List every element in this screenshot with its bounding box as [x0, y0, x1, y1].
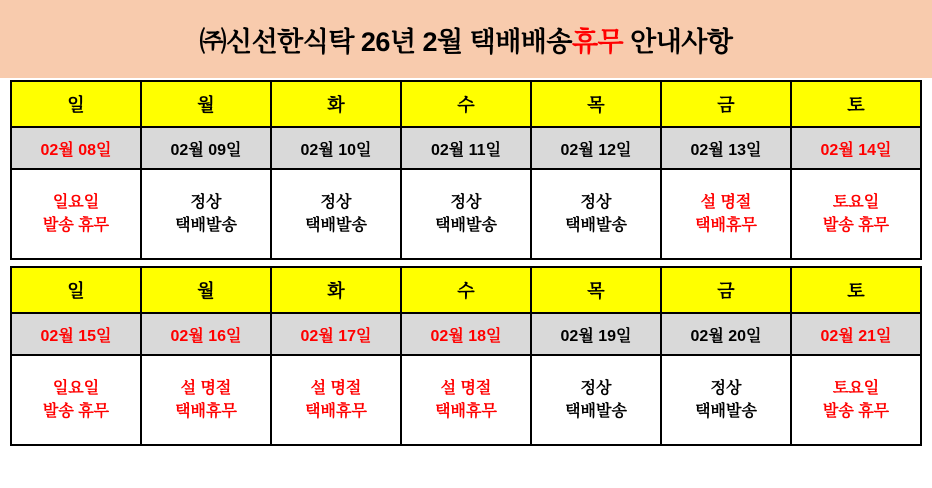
weekday-header-row	[11, 267, 921, 313]
status-line-2: 택배발송	[435, 217, 497, 234]
status-cell	[11, 355, 141, 445]
weekday-header-cell: 금	[661, 81, 791, 127]
status-cell	[401, 169, 531, 259]
date-cell: 02월 15일	[11, 313, 141, 355]
status-line-2: 택배휴무	[175, 403, 237, 420]
weekday-header-cell: 토	[791, 81, 921, 127]
status-cell	[661, 169, 791, 259]
status-cell	[791, 169, 921, 259]
weekday-header-cell: 수	[401, 267, 531, 313]
status-line-1: 정상	[580, 193, 612, 211]
date-row	[11, 313, 921, 355]
status-line-1: 정상	[450, 193, 482, 211]
page-title	[200, 20, 733, 59]
row-spacer	[11, 259, 921, 267]
status-line-2: 발송 휴무	[42, 403, 110, 420]
title-banner	[0, 0, 932, 80]
status-line-2: 발송 휴무	[822, 403, 890, 420]
date-cell: 02월 14일	[791, 127, 921, 169]
title-highlight: 휴무	[571, 26, 624, 57]
status-cell	[791, 355, 921, 445]
status-cell	[141, 169, 271, 259]
weekday-header-cell: 일	[11, 267, 141, 313]
spacer-cell	[11, 259, 921, 267]
status-line-1: 정상	[320, 193, 352, 211]
date-cell: 02월 08일	[11, 127, 141, 169]
status-line-1: 설 명절	[310, 379, 362, 397]
status-line-1: 토요일	[832, 193, 880, 211]
title-suffix: 안내사항	[623, 26, 733, 57]
status-line-1: 설 명절	[700, 193, 752, 211]
date-cell: 02월 17일	[271, 313, 401, 355]
status-cell	[531, 169, 661, 259]
weekday-header-cell: 수	[401, 81, 531, 127]
weekday-header-cell: 토	[791, 267, 921, 313]
status-cell	[401, 355, 531, 445]
status-line-2: 발송 휴무	[42, 217, 110, 234]
date-cell: 02월 10일	[271, 127, 401, 169]
weekday-header-cell: 화	[271, 267, 401, 313]
weekday-header-cell: 화	[271, 81, 401, 127]
status-row	[11, 169, 921, 259]
status-cell	[531, 355, 661, 445]
status-cell	[661, 355, 791, 445]
status-line-1: 일요일	[52, 193, 100, 211]
status-line-1: 설 명절	[440, 379, 492, 397]
weekday-header-cell: 월	[141, 81, 271, 127]
weekday-header-cell: 월	[141, 267, 271, 313]
status-cell	[271, 355, 401, 445]
status-cell	[141, 355, 271, 445]
date-cell: 02월 13일	[661, 127, 791, 169]
date-cell: 02월 12일	[531, 127, 661, 169]
status-line-1: 일요일	[52, 379, 100, 397]
status-line-2: 택배발송	[565, 217, 627, 234]
status-line-2: 택배발송	[695, 403, 757, 420]
date-cell: 02월 11일	[401, 127, 531, 169]
status-line-2: 택배발송	[565, 403, 627, 420]
date-cell: 02월 18일	[401, 313, 531, 355]
status-line-2: 발송 휴무	[822, 217, 890, 234]
status-line-2: 택배발송	[305, 217, 367, 234]
status-line-2: 택배발송	[175, 217, 237, 234]
date-cell: 02월 20일	[661, 313, 791, 355]
weekday-header-cell: 일	[11, 81, 141, 127]
weekday-header-row	[11, 81, 921, 127]
status-line-1: 정상	[710, 379, 742, 397]
status-line-1: 정상	[580, 379, 612, 397]
status-line-2: 택배휴무	[695, 217, 757, 234]
title-prefix: ㈜신선한식탁 26년 2월 택배배송	[199, 26, 572, 57]
date-row	[11, 127, 921, 169]
status-line-1: 토요일	[832, 379, 880, 397]
weekday-header-cell: 목	[531, 267, 661, 313]
status-cell	[11, 169, 141, 259]
status-line-1: 설 명절	[180, 379, 232, 397]
status-line-2: 택배휴무	[305, 403, 367, 420]
status-cell	[271, 169, 401, 259]
weekday-header-cell: 금	[661, 267, 791, 313]
delivery-calendar-table	[10, 80, 922, 446]
date-cell: 02월 21일	[791, 313, 921, 355]
status-row	[11, 355, 921, 445]
status-line-2: 택배휴무	[435, 403, 497, 420]
date-cell: 02월 09일	[141, 127, 271, 169]
date-cell: 02월 19일	[531, 313, 661, 355]
status-line-1: 정상	[190, 193, 222, 211]
date-cell: 02월 16일	[141, 313, 271, 355]
weekday-header-cell: 목	[531, 81, 661, 127]
